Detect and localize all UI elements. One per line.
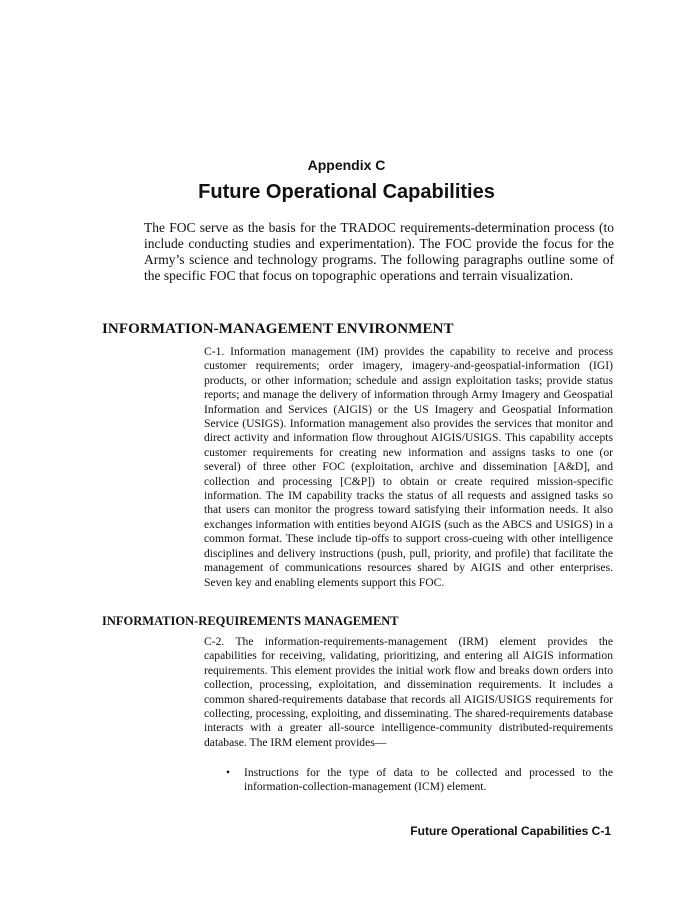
page-footer: Future Operational Capabilities C-1 [410,824,611,838]
intro-paragraph: The FOC serve as the basis for the TRADOC requirements-determination process (to include conducting studies and experimentation). The FOC provide the focus for the Army’s science and technology programs. The following paragraphs outline some of the specific FOC that focus on topographic operations and terrain visualization. [144,220,614,283]
appendix-label: Appendix C [307,157,386,173]
page-title: Future Operational Capabilities [198,181,495,203]
section-heading-information-management: INFORMATION-MANAGEMENT ENVIRONMENT [102,321,454,337]
paragraph-c-2: C-2. The information-requirements-management (IRM) element provides the capabilities for receiving, validating, prioritizing, and entering all AIGIS information requirements. This element provides the initial work flow and breaks down orders into collection, processing, exploitation, and dissemination requirements. It includes a common shared-requirements database that records all AIGIS/USIGS requirements for collecting, processing, exploiting, and disseminating. The shared-requirements database interacts with a greater all-source intelligence-community distributed-requirements database. The IRM element provides— [204,635,613,749]
bullet-text: Instructions for the type of data to be collected and processed to the information-collection-management (ICM) element. [244,766,613,794]
bullet-icon: • [226,766,231,779]
section-heading-information-requirements: INFORMATION-REQUIREMENTS MANAGEMENT [102,614,399,628]
paragraph-c-1: C-1. Information management (IM) provides the capability to receive and process customer requirements; order imagery, imagery-and-geospatial-information (IGI) products, or other information; schedule and assign exploitation tasks; provide status reports; and manage the delivery of information through Army Imagery and Geospatial Information and Services (AIGIS) or the US Imagery and Geospatial Information Service (USIGS). Information management also provides the services that monitor and direct activity and information flow throughout AIGIS/USIGS. This capability accepts customer requirements for creating new information and assigns tasks to one (or several) of three other FOC (exploitation, archive and dissemination [A&D], and collection and processing [C&P]) to obtain or create required mission-specific information. The IM capability tracks the status of all requests and assigned tasks so that users can monitor the progress toward satisfying their information needs. It also exchanges information with entities beyond AIGIS (such as the ABCS and USIGS) in a common format. These include tip-offs to support cross-cueing with other intelligence disciplines and delivery instructions (push, pull, priority, and profile) that facilitate the management of communications resources shared by AIGIS and other enterprises. Seven key and enabling elements support this FOC. [204,345,613,589]
